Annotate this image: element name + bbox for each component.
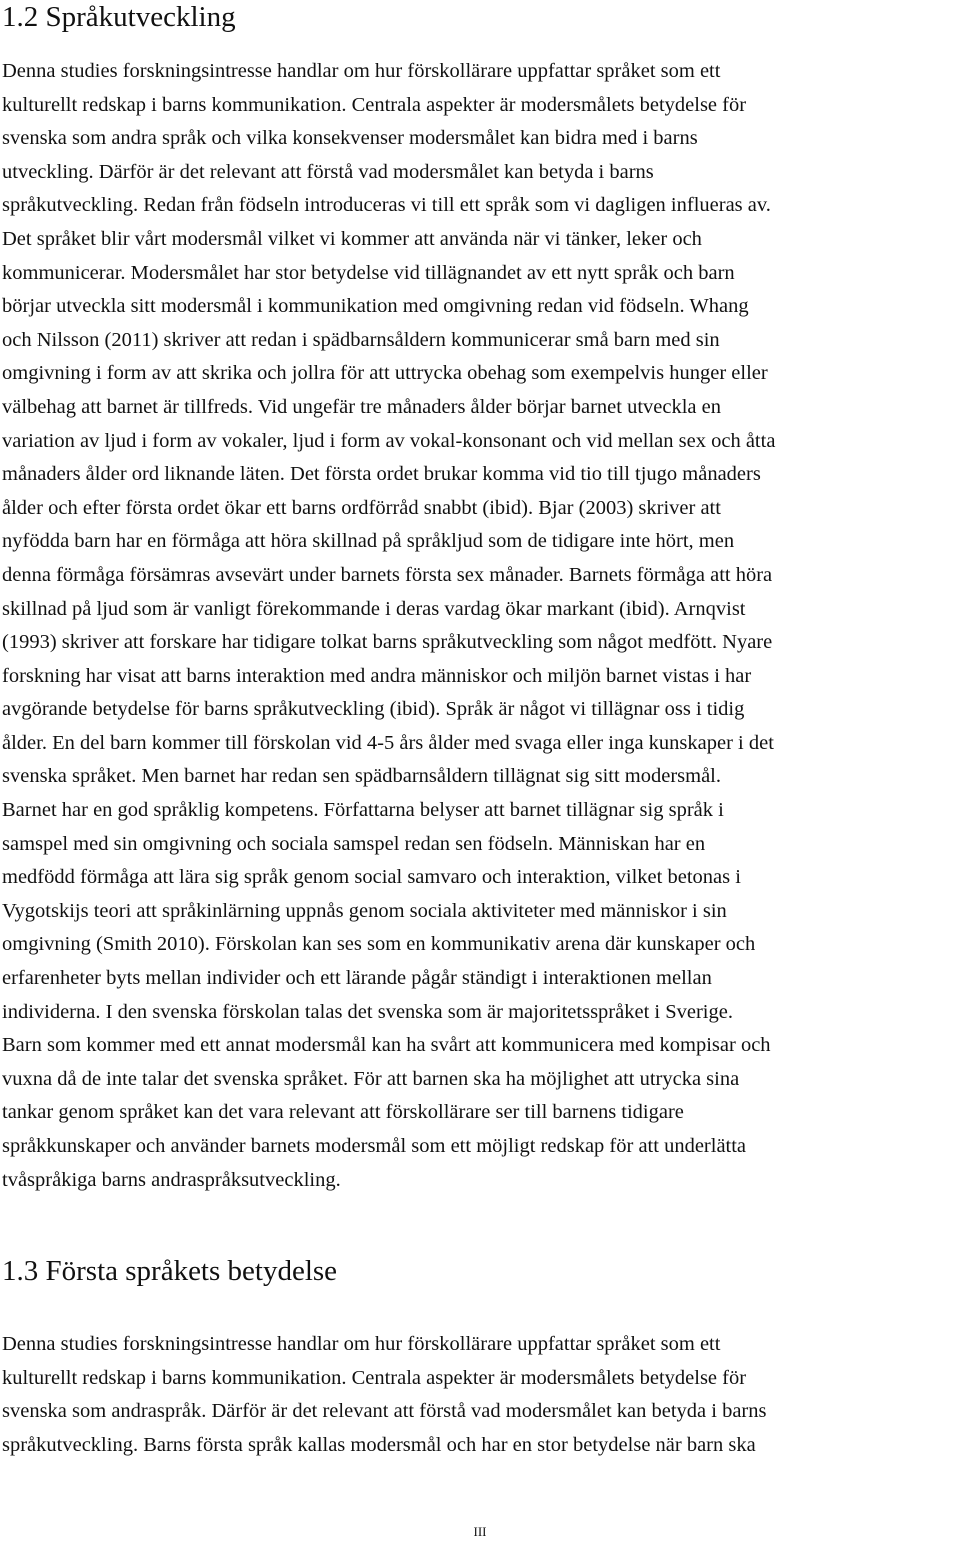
section-body-forsta-sprakets-betydelse <box>2 1328 767 1462</box>
text-line: utveckling. Därför är det relevant att förstå vad modersmålet kan betyda i barns <box>2 160 654 183</box>
text-line: språkutveckling. Redan från födseln introduceras vi till ett språk som vi dagligen influeras av. <box>2 194 771 217</box>
text-line: Denna studies forskningsintresse handlar om hur förskollärare uppfattar språket som ett <box>2 1333 721 1355</box>
text-line: språkutveckling. Barns första språk kallas modersmål och har en stor betydelse när barn ska <box>2 1433 756 1456</box>
text-line: tankar genom språket kan det vara relevant att förskollärare ser till barnens tidigare <box>2 1101 684 1124</box>
text-line: vuxna då de inte talar det svenska språket. För att barnen ska ha möjlighet att utrycka sina <box>2 1067 740 1090</box>
text-line: börjar utveckla sitt modersmål i kommunikation med omgivning redan vid födseln. Whang <box>2 295 749 318</box>
text-line: nyfödda barn har en förmåga att höra skillnad på språkljud som de tidigare inte hört, men <box>2 530 735 553</box>
section-body-sprakutveckling <box>2 55 775 1197</box>
page-number: III <box>473 1524 487 1539</box>
text-line: svenska språket. Men barnet har redan sen spädbarnsåldern tillägnat sig sitt modersmål. <box>2 765 722 788</box>
text-line: individerna. I den svenska förskolan talas det svenska som är majoritetsspråket i Sverige. <box>2 1000 733 1023</box>
text-line: (1993) skriver att forskare har tidigare tolkat barns språkutveckling som något medfött. Nyare <box>2 631 773 654</box>
text-line: ålder och efter första ordet ökar ett barns ordförråd snabbt (ibid). Bjar (2003) skriver att <box>2 496 721 519</box>
text-line: Barn som kommer med ett annat modersmål kan ha svårt att kommunicera med kompisar och <box>2 1034 771 1057</box>
section-heading-sprakutveckling: 1.2 Språkutveckling <box>2 1 236 33</box>
text-line: och Nilsson (2011) skriver att redan i spädbarnsåldern kommunicerar små barn med sin <box>2 328 720 351</box>
text-line: Barnet har en god språklig kompetens. Författarna belyser att barnet tillägnar sig språk i <box>2 799 724 822</box>
text-line: månaders ålder ord liknande läten. Det första ordet brukar komma vid tio till tjugo månaders <box>2 463 761 486</box>
text-line: omgivning (Smith 2010). Förskolan kan ses som en kommunikativ arena där kunskaper och <box>2 933 756 956</box>
text-line: Det språket blir vårt modersmål vilket vi kommer att använda när vi tänker, leker och <box>2 227 702 250</box>
text-line: skillnad på ljud som är vanligt förekommande i deras vardag ökar markant (ibid). Arnqvist <box>2 597 746 620</box>
text-line: erfarenheter byts mellan individer och ett lärande pågår ständigt i interaktionen mellan <box>2 967 712 990</box>
text-line: medfödd förmåga att lära sig språk genom social samvaro och interaktion, vilket betonas i <box>2 866 741 889</box>
text-line: Denna studies forskningsintresse handlar om hur förskollärare uppfattar språket som ett <box>2 60 721 82</box>
text-line: språkkunskaper och använder barnets modersmål som ett möjligt redskap för att underlätta <box>2 1135 747 1157</box>
text-line: kommunicerar. Modersmålet har stor betydelse vid tillägnandet av ett nytt språk och barn <box>2 261 735 284</box>
text-line: ålder. En del barn kommer till förskolan vid 4-5 års ålder med svaga eller inga kunskaper i det <box>2 731 774 754</box>
text-line: kulturellt redskap i barns kommunikation. Centrala aspekter är modersmålets betydelse för <box>2 1366 747 1389</box>
section-heading-forsta-sprakets-betydelse: 1.3 Första språkets betydelse <box>2 1255 338 1287</box>
text-line: tvåspråkiga barns andraspråksutveckling. <box>2 1168 341 1191</box>
text-line: svenska som andraspråk. Därför är det relevant att förstå vad modersmålet kan betyda i barns <box>2 1400 767 1423</box>
text-line: välbehag att barnet är tillfreds. Vid ungefär tre månaders ålder börjar barnet utveckla en <box>2 395 721 418</box>
text-line: kulturellt redskap i barns kommunikation. Centrala aspekter är modersmålets betydelse för <box>2 93 747 116</box>
text-line: denna förmåga försämras avsevärt under barnets första sex månader. Barnets förmåga att höra <box>2 563 773 586</box>
text-line: omgivning i form av att skrika och jollra för att uttrycka obehag som exempelvis hunger eller <box>2 362 768 385</box>
text-line: forskning har visat att barns interaktion med andra människor och miljön barnet vistas i har <box>2 664 752 687</box>
text-line: Vygotskijs teori att språkinlärning uppnås genom sociala aktiviteter med människor i sin <box>2 899 727 922</box>
text-line: svenska som andra språk och vilka konsekvenser modersmålet kan bidra med i barns <box>2 127 698 150</box>
text-line: samspel med sin omgivning och sociala samspel redan sen födseln. Människan har en <box>2 832 706 855</box>
text-line: variation av ljud i form av vokaler, ljud i form av vokal-konsonant och vid mellan sex och åtta <box>2 429 776 452</box>
text-line: avgörande betydelse för barns språkutveckling (ibid). Språk är något vi tillägnar oss i tidig <box>2 698 745 721</box>
